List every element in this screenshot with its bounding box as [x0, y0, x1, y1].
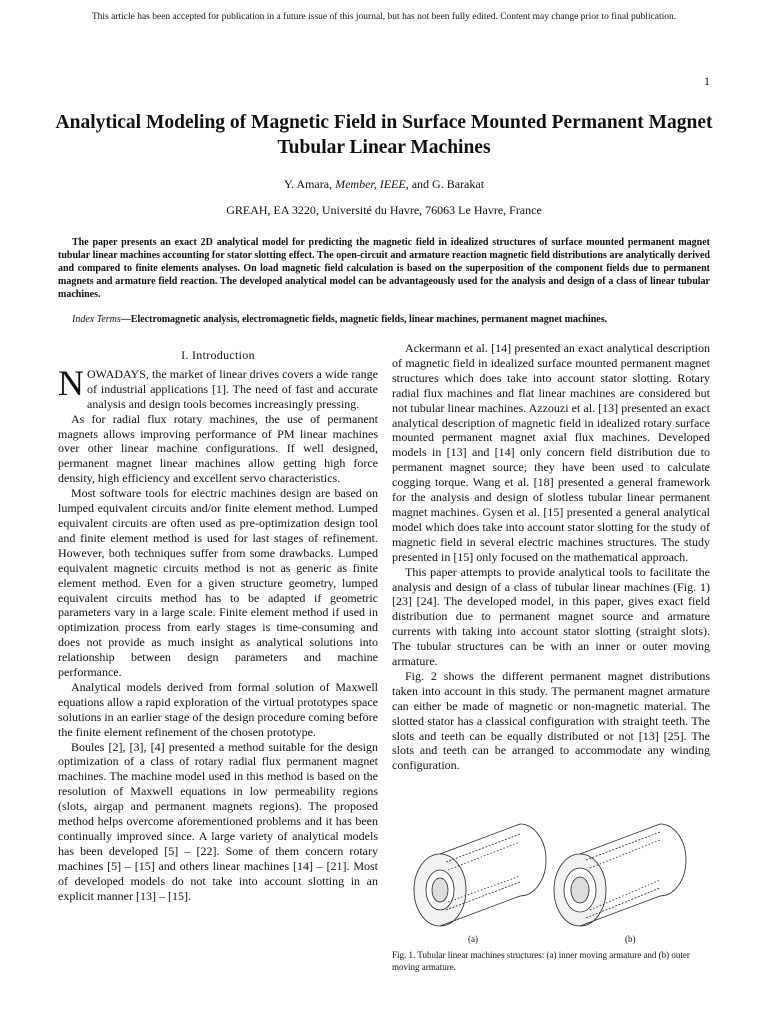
intro-paragraph-4: Analytical models derived from formal solution of Maxwell equations allow a rapid exploration of the virtual prototypes space solutions in an earlier stage of the design procedure coming before the finite element refinement of the chosen prototype.	[58, 679, 378, 739]
publication-notice: This article has been accepted for publication in a future issue of this journal, but has not been fully edited. Content may change prior to final publication.	[91, 12, 677, 22]
intro-paragraph-5: Boules [2], [3], [4] presented a method suitable for the design optimization of a class of rotary radial flux permanent magnet machines. The machine model used in this method is based on the resolution of Maxwell equations in low permeability regions (slots, airgap and permanent magnets regions). The proposed method helps overcome aforementioned problems and it has been continually improved since. A large variety of analytical models has been developed [5] – [22]. Some of them concern rotary machines [5] – [15] and others linear machines [14] – [21]. Most of developed models do not take into account slotting in an explicit manner [13] – [15].	[58, 739, 378, 903]
right-paragraph-2: This paper attempts to provide analytical tools to facilitate the analysis and design of a class of tubular linear machines (Fig. 1) [23] [24]. The developed model, in this paper, gives exact field distribution due to permanent magnet source and armature currents with taking into account stator slotting (straight slots). The tubular structures can be with an inner or outer moving armature.	[392, 564, 710, 669]
abstract: The paper presents an exact 2D analytical model for predicting the magnetic field in idealized structures of surface mounted permanent magnet tubular linear machines accounting for stator slotting effect. The open-circuit and armature reaction magnetic field distributions are analytically derived and compared to finite elements analyses. On load magnetic field calculation is based on the superposition of the component fields due to permanent magnets and armature field reaction. The developed analytical model can be advantageously used for the analysis and design of a class of linear tubular machines.	[58, 237, 710, 300]
author-rest: , and G. Barakat	[405, 177, 485, 191]
drop-cap: N	[58, 362, 84, 403]
affiliation: GREAH, EA 3220, Université du Havre, 76063 Le Havre, France	[226, 203, 542, 217]
intro-paragraph-2: As for radial flux rotary machines, the use of permanent magnets allows improving performance of PM linear machines over other linear machine configurations. If well designed, permanent magnet linear machines allow getting high force density, high efficiency and excellent servo characteristics.	[58, 411, 378, 486]
intro-paragraph-1-text: OWADAYS, the market of linear drives covers a wide range of industrial applications [1]. The need of fast and accurate analysis and design tools becomes increasingly pressing.	[87, 366, 378, 411]
index-terms-label: Index Terms	[72, 314, 121, 325]
page-number: 1	[704, 74, 710, 88]
index-terms	[58, 314, 710, 325]
right-paragraph-1: Ackermann et al. [14] presented an exact analytical description of magnetic field in idealized surface mounted permanent magnet structures which does take into account stator slotting. Rotary radial flux machines and flat linear machines are considered but not tubular linear machines. Azzouzi et al. [13] presented an exact analytical description of magnetic field in idealized rotary surface mounted permanent magnet axial flux machines. Developed models in [13] and [14] only concern field distribution due to permanent magnet source; they have been used to calculate cogging torque. Wang et al. [18] presented a general framework for the analysis and design of slotless tubular linear permanent magnet machines. Gysen et al. [15] presented a general analytical model which does take into account stator slotting for the study of magnetic field in several electric machines structures. The study presented in [15] only focused on the mathematical approach.	[392, 341, 710, 564]
index-terms-text: —Electromagnetic analysis, electromagnetic fields, magnetic fields, linear machines, permanent magnet machines.	[120, 314, 608, 325]
right-column	[392, 341, 710, 773]
authors-line	[0, 177, 768, 192]
figure-1-caption: Fig. 1. Tubular linear machines structures: (a) inner moving armature and (b) outer moving armature.	[392, 950, 690, 972]
intro-paragraph-1	[58, 362, 378, 412]
intro-paragraph-3: Most software tools for electric machines design are based on lumped equivalent circuits and/or finite element method. Lumped equivalent circuits are often used as pre-optimization design tool and finite element method is used for last stages of refinement. However, both techniques suffer from some drawbacks. Lumped equivalent magnetic circuits method is not as generic as finite element method. Even for a given structure geometry, lumped equivalent circuits method has to be adapted if geometric parameters vary in a large scale. Finite element method if used in optimization process from early stages is time-consuming and does not provide as much insight as analytical solutions into relationship between design parameters and machine performance.	[58, 486, 378, 680]
paper-title: Analytical Modeling of Magnetic Field in Surface Mounted Permanent Magnet Tubular Linear Machines	[55, 112, 713, 158]
right-paragraph-3: Fig. 2 shows the different permanent magnet distributions taken into account in this study. The permanent magnet armature can either be made of magnetic or non-magnetic material. The slotted stator has a classical configuration with straight teeth. The slots and teeth can be equally distributed or not [13] [25]. The slots and teeth can be arranged to accommodate any winding configuration.	[392, 668, 710, 773]
author-name: Y. Amara,	[283, 177, 333, 191]
figure-1-drawing	[392, 818, 710, 946]
figure-1-label-b: (b)	[625, 934, 636, 944]
section-heading-introduction: I. Introduction	[181, 348, 255, 362]
figure-1-tubular-machines	[392, 818, 710, 946]
left-column	[58, 348, 378, 904]
author-membership: Member, IEEE	[335, 177, 406, 191]
figure-1-label-a: (a)	[468, 934, 478, 944]
